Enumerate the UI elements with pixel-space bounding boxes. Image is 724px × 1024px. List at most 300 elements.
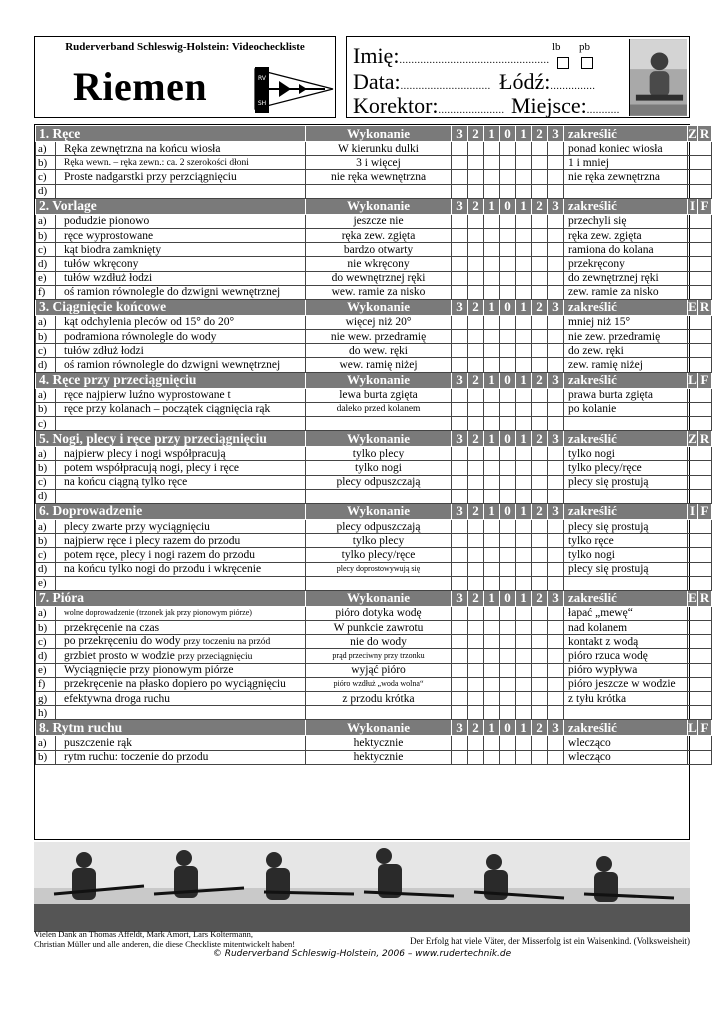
rating-cell[interactable] <box>484 692 500 706</box>
rating-cell[interactable] <box>532 534 548 548</box>
rating-cell[interactable] <box>516 548 532 562</box>
rating-cell[interactable] <box>516 358 532 372</box>
rating-cell[interactable] <box>548 649 564 663</box>
rating-cell[interactable] <box>548 228 564 242</box>
rating-cell[interactable] <box>452 344 468 358</box>
mark-cell[interactable] <box>688 156 712 170</box>
rating-cell[interactable] <box>500 184 516 198</box>
rating-cell[interactable] <box>468 271 484 285</box>
rating-cell[interactable] <box>548 635 564 649</box>
rating-cell[interactable] <box>452 271 468 285</box>
rating-cell[interactable] <box>484 562 500 576</box>
rating-cell[interactable] <box>468 344 484 358</box>
rating-cell[interactable] <box>500 677 516 691</box>
rating-cell[interactable] <box>516 257 532 271</box>
rating-cell[interactable] <box>532 489 548 503</box>
rating-cell[interactable] <box>532 576 548 590</box>
rating-cell[interactable] <box>468 156 484 170</box>
rating-cell[interactable] <box>452 184 468 198</box>
mark-cell[interactable] <box>688 562 712 576</box>
rating-cell[interactable] <box>452 534 468 548</box>
fault-before <box>306 489 452 503</box>
mark-cell[interactable] <box>688 677 712 691</box>
rating-cell[interactable] <box>500 576 516 590</box>
rating-cell[interactable] <box>516 156 532 170</box>
rating-cell[interactable] <box>532 358 548 372</box>
rating-cell[interactable] <box>548 736 564 750</box>
mark-cell[interactable] <box>688 606 712 620</box>
rating-cell[interactable] <box>452 750 468 764</box>
rating-cell[interactable] <box>468 677 484 691</box>
mark-cell[interactable] <box>688 706 712 720</box>
rating-cell[interactable] <box>532 257 548 271</box>
rating-cell[interactable] <box>484 548 500 562</box>
rating-cell[interactable] <box>516 649 532 663</box>
rating-cell[interactable] <box>484 243 500 257</box>
rating-cell[interactable] <box>484 170 500 184</box>
rating-cell[interactable] <box>516 285 532 299</box>
rating-cell[interactable] <box>532 330 548 344</box>
mark-cell[interactable] <box>688 330 712 344</box>
rating-cell[interactable] <box>516 736 532 750</box>
rating-cell[interactable] <box>548 214 564 228</box>
rating-cell[interactable] <box>548 489 564 503</box>
mark-cell[interactable] <box>688 170 712 184</box>
rating-cell[interactable] <box>532 706 548 720</box>
rating-cell[interactable] <box>484 447 500 461</box>
rating-cell[interactable] <box>468 562 484 576</box>
rating-cell[interactable] <box>468 519 484 533</box>
mark-cell[interactable] <box>688 257 712 271</box>
rating-cell[interactable] <box>548 519 564 533</box>
rating-cell[interactable] <box>532 663 548 677</box>
rating-cell[interactable] <box>532 402 548 416</box>
rating-cell[interactable] <box>532 228 548 242</box>
rating-cell[interactable] <box>516 228 532 242</box>
rating-cell[interactable] <box>484 475 500 489</box>
rating-cell[interactable] <box>452 677 468 691</box>
rating-cell[interactable] <box>548 330 564 344</box>
rating-cell[interactable] <box>468 330 484 344</box>
rating-cell[interactable] <box>548 548 564 562</box>
rating-cell[interactable] <box>484 184 500 198</box>
rating-cell[interactable] <box>452 170 468 184</box>
rating-cell[interactable] <box>532 142 548 156</box>
rating-cell[interactable] <box>500 649 516 663</box>
rating-cell[interactable] <box>468 534 484 548</box>
rating-cell[interactable] <box>468 461 484 475</box>
rating-cell[interactable] <box>516 214 532 228</box>
rating-cell[interactable] <box>532 461 548 475</box>
rating-cell[interactable] <box>452 142 468 156</box>
mark-cell[interactable] <box>688 214 712 228</box>
rating-cell[interactable] <box>484 621 500 635</box>
date-field[interactable] <box>353 69 491 95</box>
rating-cell[interactable] <box>452 417 468 431</box>
rating-cell[interactable] <box>452 228 468 242</box>
rating-cell[interactable] <box>468 417 484 431</box>
rating-cell[interactable] <box>532 635 548 649</box>
rating-cell[interactable] <box>548 184 564 198</box>
rating-cell[interactable] <box>484 461 500 475</box>
rating-cell[interactable] <box>468 489 484 503</box>
rating-cell[interactable] <box>484 534 500 548</box>
mark-cell[interactable] <box>688 184 712 198</box>
rating-cell[interactable] <box>500 285 516 299</box>
rating-cell[interactable] <box>500 461 516 475</box>
rating-cell[interactable] <box>484 519 500 533</box>
rating-cell[interactable] <box>500 736 516 750</box>
rating-cell[interactable] <box>516 271 532 285</box>
rating-cell[interactable] <box>516 142 532 156</box>
rating-cell[interactable] <box>548 461 564 475</box>
rating-cell[interactable] <box>452 475 468 489</box>
mark-cell[interactable] <box>688 489 712 503</box>
rating-cell[interactable] <box>468 184 484 198</box>
rating-cell[interactable] <box>516 447 532 461</box>
rating-cell[interactable] <box>548 447 564 461</box>
rating-cell[interactable] <box>500 663 516 677</box>
rating-cell[interactable] <box>484 649 500 663</box>
rating-cell[interactable] <box>484 156 500 170</box>
mark-cell[interactable] <box>688 534 712 548</box>
rating-cell[interactable] <box>484 271 500 285</box>
rating-cell[interactable] <box>516 663 532 677</box>
mark-cell[interactable] <box>688 519 712 533</box>
rating-cell[interactable] <box>468 706 484 720</box>
rating-cell[interactable] <box>532 344 548 358</box>
mark-cell[interactable] <box>688 649 712 663</box>
mark-cell[interactable] <box>688 142 712 156</box>
rating-cell[interactable] <box>500 142 516 156</box>
rating-cell[interactable] <box>548 534 564 548</box>
rating-cell[interactable] <box>500 621 516 635</box>
rating-cell[interactable] <box>452 519 468 533</box>
rating-cell[interactable] <box>516 315 532 329</box>
rating-cell[interactable] <box>468 576 484 590</box>
rating-cell[interactable] <box>468 475 484 489</box>
rating-cell[interactable] <box>516 677 532 691</box>
fault-after <box>564 417 688 431</box>
rating-cell[interactable] <box>468 692 484 706</box>
rating-cell[interactable] <box>532 692 548 706</box>
rating-cell[interactable] <box>548 257 564 271</box>
mark-cell[interactable] <box>688 475 712 489</box>
rating-cell[interactable] <box>500 750 516 764</box>
rating-cell[interactable] <box>532 184 548 198</box>
rating-cell[interactable] <box>484 285 500 299</box>
rating-cell[interactable] <box>484 344 500 358</box>
rating-cell[interactable] <box>484 142 500 156</box>
rating-cell[interactable] <box>452 447 468 461</box>
rating-cell[interactable] <box>452 562 468 576</box>
rating-cell[interactable] <box>516 576 532 590</box>
rating-cell[interactable] <box>484 388 500 402</box>
rating-cell[interactable] <box>484 663 500 677</box>
rating-cell[interactable] <box>484 635 500 649</box>
rating-cell[interactable] <box>532 621 548 635</box>
rating-cell[interactable] <box>484 214 500 228</box>
rating-cell[interactable] <box>516 344 532 358</box>
rating-cell[interactable] <box>452 330 468 344</box>
rating-cell[interactable] <box>484 402 500 416</box>
rating-cell[interactable] <box>484 315 500 329</box>
rating-cell[interactable] <box>452 315 468 329</box>
rating-cell[interactable] <box>532 285 548 299</box>
rating-cell[interactable] <box>500 606 516 620</box>
rating-cell[interactable] <box>548 271 564 285</box>
rating-cell[interactable] <box>516 750 532 764</box>
rating-cell[interactable] <box>516 170 532 184</box>
rating-cell[interactable] <box>548 692 564 706</box>
boat-field[interactable] <box>499 69 595 95</box>
rating-cell[interactable] <box>468 142 484 156</box>
rating-cell[interactable] <box>500 243 516 257</box>
rating-cell[interactable] <box>500 156 516 170</box>
rating-cell[interactable] <box>532 736 548 750</box>
rating-cell[interactable] <box>532 475 548 489</box>
rating-cell[interactable] <box>452 243 468 257</box>
rating-cell[interactable] <box>452 285 468 299</box>
rating-cell[interactable] <box>500 170 516 184</box>
rating-cell[interactable] <box>516 461 532 475</box>
rating-cell[interactable] <box>452 692 468 706</box>
mark-cell[interactable] <box>688 315 712 329</box>
rating-cell[interactable] <box>548 285 564 299</box>
rating-cell[interactable] <box>516 402 532 416</box>
rating-cell[interactable] <box>468 447 484 461</box>
rating-cell[interactable] <box>532 417 548 431</box>
rating-cell[interactable] <box>468 170 484 184</box>
rating-cell[interactable] <box>484 706 500 720</box>
rating-cell[interactable] <box>532 170 548 184</box>
rating-cell[interactable] <box>516 489 532 503</box>
rating-cell[interactable] <box>500 447 516 461</box>
rating-cell[interactable] <box>468 621 484 635</box>
mark-cell[interactable] <box>688 243 712 257</box>
rating-cell[interactable] <box>516 475 532 489</box>
rating-cell[interactable] <box>484 489 500 503</box>
rating-cell[interactable] <box>500 534 516 548</box>
rating-cell[interactable] <box>468 388 484 402</box>
mark-cell[interactable] <box>688 388 712 402</box>
name-field[interactable] <box>353 43 549 69</box>
mark-cell[interactable] <box>688 621 712 635</box>
rating-cell[interactable] <box>500 562 516 576</box>
mark-cell[interactable] <box>688 548 712 562</box>
rating-cell[interactable] <box>468 736 484 750</box>
rating-cell[interactable] <box>500 257 516 271</box>
rating-cell[interactable] <box>548 156 564 170</box>
rating-cell[interactable] <box>548 402 564 416</box>
rating-cell[interactable] <box>516 534 532 548</box>
rating-cell[interactable] <box>500 271 516 285</box>
mark-cell[interactable] <box>688 576 712 590</box>
rating-cell[interactable] <box>500 358 516 372</box>
rating-cell[interactable] <box>452 548 468 562</box>
mark-cell[interactable] <box>688 402 712 416</box>
rating-cell[interactable] <box>532 388 548 402</box>
rating-cell[interactable] <box>548 576 564 590</box>
rating-cell[interactable] <box>548 417 564 431</box>
rating-cell[interactable] <box>516 519 532 533</box>
rating-cell[interactable] <box>516 606 532 620</box>
rating-cell[interactable] <box>452 635 468 649</box>
rating-cell[interactable] <box>516 184 532 198</box>
pb-checkbox[interactable] <box>581 57 593 69</box>
rating-cell[interactable] <box>532 519 548 533</box>
rating-cell[interactable] <box>468 635 484 649</box>
mark-cell[interactable] <box>688 271 712 285</box>
row-letter: b) <box>36 534 56 548</box>
rating-cell[interactable] <box>452 214 468 228</box>
lb-checkbox[interactable] <box>557 57 569 69</box>
rating-cell[interactable] <box>532 649 548 663</box>
rating-cell[interactable] <box>548 243 564 257</box>
mark-cell[interactable] <box>688 447 712 461</box>
rating-cell[interactable] <box>468 606 484 620</box>
mark-cell[interactable] <box>688 344 712 358</box>
rating-cell[interactable] <box>548 750 564 764</box>
fault-after: kontakt z wodą <box>564 635 688 649</box>
mark-cell[interactable] <box>688 417 712 431</box>
rating-cell[interactable] <box>452 606 468 620</box>
rating-cell[interactable] <box>484 606 500 620</box>
scale-header: 2 <box>532 590 548 606</box>
rating-cell[interactable] <box>500 475 516 489</box>
mark-cell[interactable] <box>688 692 712 706</box>
rating-cell[interactable] <box>468 257 484 271</box>
rating-cell[interactable] <box>452 706 468 720</box>
rating-cell[interactable] <box>500 330 516 344</box>
rating-cell[interactable] <box>452 461 468 475</box>
rating-cell[interactable] <box>468 750 484 764</box>
rating-cell[interactable] <box>516 621 532 635</box>
rating-cell[interactable] <box>548 344 564 358</box>
rating-cell[interactable] <box>516 635 532 649</box>
rating-cell[interactable] <box>500 519 516 533</box>
rating-cell[interactable] <box>484 677 500 691</box>
rating-cell[interactable] <box>500 489 516 503</box>
rating-cell[interactable] <box>548 706 564 720</box>
rating-cell[interactable] <box>532 156 548 170</box>
rating-cell[interactable] <box>468 402 484 416</box>
rating-cell[interactable] <box>500 344 516 358</box>
rating-cell[interactable] <box>500 228 516 242</box>
rating-cell[interactable] <box>468 228 484 242</box>
rating-cell[interactable] <box>548 677 564 691</box>
rating-cell[interactable] <box>452 489 468 503</box>
rating-cell[interactable] <box>516 706 532 720</box>
rating-cell[interactable] <box>532 214 548 228</box>
rating-cell[interactable] <box>548 621 564 635</box>
rating-cell[interactable] <box>468 358 484 372</box>
rating-cell[interactable] <box>532 548 548 562</box>
rating-cell[interactable] <box>468 243 484 257</box>
rating-cell[interactable] <box>500 388 516 402</box>
rating-cell[interactable] <box>532 562 548 576</box>
rating-cell[interactable] <box>468 548 484 562</box>
rating-cell[interactable] <box>532 315 548 329</box>
rating-cell[interactable] <box>548 388 564 402</box>
rating-cell[interactable] <box>452 257 468 271</box>
mark-cell[interactable] <box>688 285 712 299</box>
rating-cell[interactable] <box>452 388 468 402</box>
rating-cell[interactable] <box>500 706 516 720</box>
rating-cell[interactable] <box>548 315 564 329</box>
rating-cell[interactable] <box>548 142 564 156</box>
rating-cell[interactable] <box>484 228 500 242</box>
rating-cell[interactable] <box>516 243 532 257</box>
rating-cell[interactable] <box>452 736 468 750</box>
rating-cell[interactable] <box>468 315 484 329</box>
mark-cell[interactable] <box>688 736 712 750</box>
rating-cell[interactable] <box>452 156 468 170</box>
rating-cell[interactable] <box>516 562 532 576</box>
rating-cell[interactable] <box>452 621 468 635</box>
mark-cell[interactable] <box>688 461 712 475</box>
rating-cell[interactable] <box>468 285 484 299</box>
rating-cell[interactable] <box>548 170 564 184</box>
rating-cell[interactable] <box>452 358 468 372</box>
rating-cell[interactable] <box>452 402 468 416</box>
place-field[interactable] <box>511 93 620 119</box>
rating-cell[interactable] <box>500 635 516 649</box>
mark-cell[interactable] <box>688 358 712 372</box>
rating-cell[interactable] <box>532 271 548 285</box>
rating-cell[interactable] <box>500 548 516 562</box>
rating-cell[interactable] <box>500 402 516 416</box>
rating-cell[interactable] <box>468 214 484 228</box>
rating-cell[interactable] <box>484 358 500 372</box>
rating-cell[interactable] <box>548 358 564 372</box>
mark-cell[interactable] <box>688 228 712 242</box>
rating-cell[interactable] <box>532 447 548 461</box>
rating-cell[interactable] <box>484 736 500 750</box>
rating-cell[interactable] <box>532 243 548 257</box>
rating-cell[interactable] <box>532 606 548 620</box>
rating-cell[interactable] <box>500 692 516 706</box>
rating-cell[interactable] <box>484 576 500 590</box>
rating-cell[interactable] <box>484 750 500 764</box>
rating-cell[interactable] <box>548 663 564 677</box>
rating-cell[interactable] <box>484 417 500 431</box>
rating-cell[interactable] <box>548 606 564 620</box>
rating-cell[interactable] <box>452 649 468 663</box>
rating-cell[interactable] <box>484 257 500 271</box>
mark-cell[interactable] <box>688 635 712 649</box>
rating-cell[interactable] <box>468 663 484 677</box>
rating-cell[interactable] <box>516 330 532 344</box>
mark-cell[interactable] <box>688 750 712 764</box>
mark-cell[interactable] <box>688 663 712 677</box>
rating-cell[interactable] <box>468 649 484 663</box>
rating-cell[interactable] <box>500 315 516 329</box>
rating-cell[interactable] <box>500 417 516 431</box>
rating-cell[interactable] <box>532 750 548 764</box>
rating-cell[interactable] <box>516 388 532 402</box>
rating-cell[interactable] <box>452 663 468 677</box>
rating-cell[interactable] <box>484 330 500 344</box>
rating-cell[interactable] <box>548 475 564 489</box>
rating-cell[interactable] <box>532 677 548 691</box>
rating-cell[interactable] <box>452 576 468 590</box>
rating-cell[interactable] <box>500 214 516 228</box>
corrector-field[interactable] <box>353 93 505 119</box>
rating-cell[interactable] <box>516 692 532 706</box>
rating-cell[interactable] <box>548 562 564 576</box>
rating-cell[interactable] <box>516 417 532 431</box>
